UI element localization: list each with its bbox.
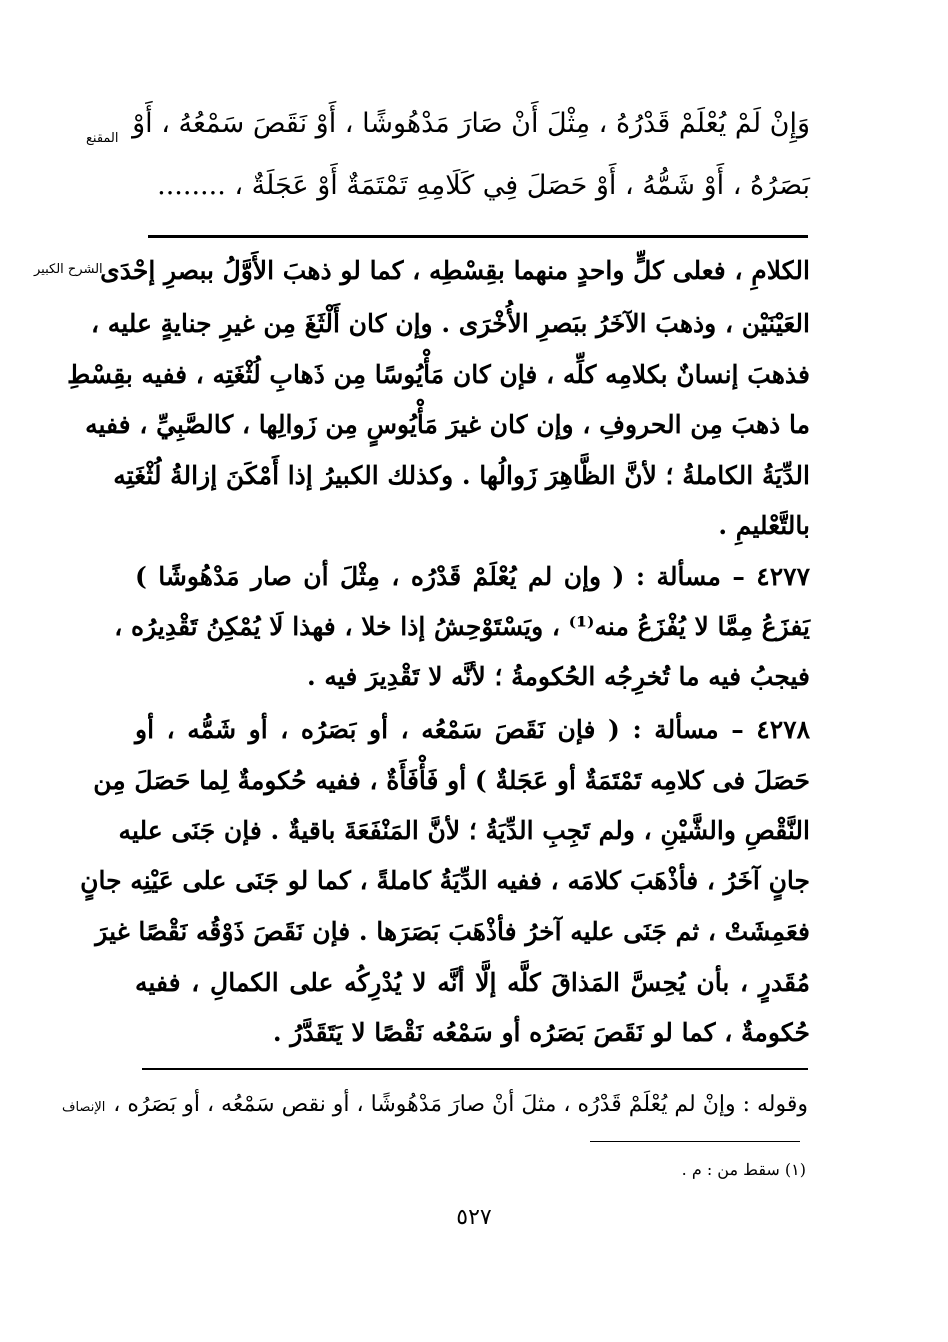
footnote-divider — [590, 1141, 800, 1142]
masala-4278-line: جانٍ آخَرُ ، فأذْهَبَ كلامَه ، ففيه الدِّيَةُ كاملةً ، كما لو جَنَى على عَيْنِه جانٍ — [80, 866, 810, 895]
sharh-line: العَيْنَيْن ، وذهبَ الآخَرُ ببَصرِ الأُخْرَى . وإن كان أَلْثَغَ مِن غيرِ جنايةٍ عليه ، — [91, 309, 810, 338]
masala-4278-line: ٤٢٧٨ – مسألة : ( فإن نَقَصَ سَمْعُه ، أو بَصَرُه ، أو شَمُّه ، أو — [135, 715, 810, 744]
page-number: ٥٢٧ — [456, 1205, 492, 1230]
masala-4278-line: مُقَدرٍ ، بأن يُحِسَّ المَذاقَ كلَّه إلَّا أنَّه لا يُدْرِكُه على الكمالِ ، ففيه — [135, 968, 810, 997]
insaf-text: وقوله : وإنْ لم يُعْلَمْ قَدْرُه ، مثلَ أنْ صارَ مَدْهُوشًا ، أو نقص سَمْعُه ، أو بَصَرُه ، — [113, 1092, 808, 1117]
masala-4278-line: النَّقْصِ والشَّيْنِ ، ولم تَجِبِ الدِّيَةُ ؛ لأنَّ المَنْفَعَةَ باقيةٌ . فإن جَنَى عليه — [118, 816, 810, 845]
masala-4278-line: فعَمِشَتْ ، ثم جَنَى عليه آخرُ فأذْهَبَ بَصَرَها . فإن نَقَصَ ذَوْقُه نَقْصًا غيرَ — [95, 917, 810, 946]
masala-4277-line: يَفزَعُ مِمَّا لا يُفْزَعُ منه⁽¹⁾ ، ويَسْتَوْحِشُ إذا خلا ، فهذا لَا يُمْكِنُ تَقْدِيرُه ، — [114, 612, 810, 641]
footnote: (١) سقط من : م . — [681, 1160, 806, 1179]
insaf-label: الإنصاف — [62, 1100, 106, 1115]
sharh-line: بالتَّعْليمِ . — [718, 511, 810, 540]
masala-4277-line: ٤٢٧٧ – مسألة : ( وإن لم يُعْلَمْ قَدْرُه ، مِثْلَ أن صار مَدْهُوشًا ) — [135, 562, 810, 591]
masala-4277-line: فيجبُ فيه ما تُخرِجُه الحُكومةُ ؛ لأنَّه لا تَقْدِيرَ فيه . — [307, 662, 810, 691]
section-divider — [148, 235, 808, 238]
sharh-line: الكلامِ ، فعلى كلٍّ واحدٍ منهما بقِسْطِه ، كما لو ذهبَ الأَوَّلُ ببصرِ إحْدَى — [100, 256, 810, 285]
muqni-line: بَصَرُهُ ، أَوْ شَمُّهُ ، أَوْ حَصَلَ فِي كَلَامِهِ تَمْتَمَةٌ أَوْ عَجَلَةٌ ، ........ — [157, 170, 810, 201]
sharh-line: فذهبَ إنسانٌ بكلامِه كلِّه ، فإن كان مَأْيُوسًا مِن ذَهابِ لُثْغَتِه ، ففيه بقِسْطِ — [67, 360, 810, 389]
section-divider — [142, 1068, 808, 1070]
masala-4278-line: حَصَلَ فى كلامِه تَمْتَمَةٌ أو عَجَلةٌ ) أو فَأْفَأَةٌ ، ففيه حُكومةٌ لِما حَصَلَ مِن — [93, 766, 810, 795]
muqni-label: المقنع — [86, 131, 119, 146]
sharh-line: ما ذهبَ مِن الحروفِ ، وإن كان غيرَ مَأْيُوسٍ مِن زَوالِها ، كالصَّبِيِّ ، ففيه — [85, 410, 810, 439]
masala-4278-line: حُكومةٌ ، كما لو نَقَصَ بَصَرُه أو سَمْعُه نَقْصًا لا يَتَقَدَّرُ . — [272, 1018, 810, 1047]
muqni-line: وَإِنْ لَمْ يُعْلَمْ قَدْرُهُ ، مِثْلَ أَنْ صَارَ مَدْهُوشًا ، أَوْ نَقَصَ سَمْعُهُ ، أَوْ — [132, 108, 810, 139]
sharh-line: الدِّيَةُ الكاملةُ ؛ لأنَّ الظَّاهِرَ زَوالُها . وكذلك الكبيرُ إذا أَمْكَنَ إزالةُ لُثْغَتِه — [113, 461, 810, 490]
sharh-label: الشرح الكبير — [34, 262, 103, 277]
